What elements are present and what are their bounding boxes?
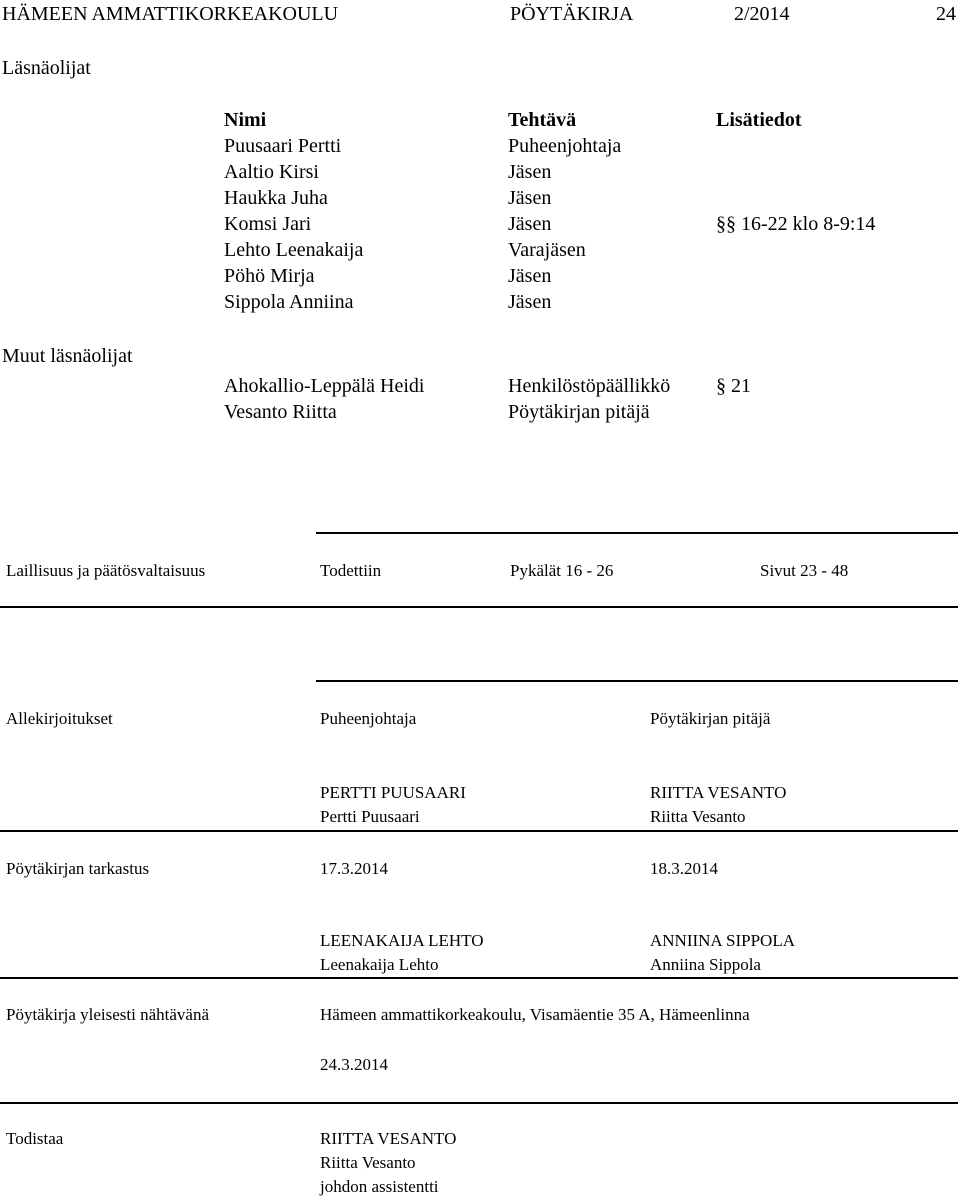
other-info: § 21 [716,375,751,397]
legality-sections: Pykälät 16 - 26 [510,561,614,580]
page-number: 24 [936,3,956,25]
chair-label: Puheenjohtaja [320,709,417,728]
attendee-role: Puheenjohtaja [508,135,622,157]
attendee-name: Aaltio Kirsi [224,161,319,183]
legality-label: Laillisuus ja päätösvaltaisuus [6,561,206,580]
review-date-1: 17.3.2014 [320,859,388,878]
attendee-role: Jäsen [508,265,552,287]
attestation-label: Todistaa [6,1129,64,1148]
other-role: Pöytäkirjan pitäjä [508,401,650,423]
divider-rule [316,680,958,682]
column-header-name: Nimi [224,109,267,131]
document-number: 2/2014 [734,3,790,25]
signatures-label: Allekirjoitukset [6,709,113,728]
other-role: Henkilöstöpäällikkö [508,375,671,397]
attendee-name: Lehto Leenakaija [224,239,364,261]
attendee-name: Sippola Anniina [224,291,354,313]
divider-rule [0,830,958,832]
attendee-name: Haukka Juha [224,187,328,209]
attendee-name: Pöhö Mirja [224,265,315,287]
organization-name: HÄMEEN AMMATTIKORKEAKOULU [2,3,339,25]
attendee-role: Jäsen [508,291,552,313]
legality-pages: Sivut 23 - 48 [760,561,849,580]
review-label: Pöytäkirjan tarkastus [6,859,150,878]
public-display-label: Pöytäkirja yleisesti nähtävänä [6,1005,209,1024]
public-display-location: Hämeen ammattikorkeakoulu, Visamäentie 35 A, Hämeenlinna [320,1005,750,1024]
attendee-role: Jäsen [508,187,552,209]
public-display-date: 24.3.2014 [320,1055,388,1074]
attendees-section-label: Läsnäolijat [2,57,91,79]
attendee-role: Jäsen [508,161,552,183]
divider-rule [0,1102,958,1104]
attendee-role: Jäsen [508,213,552,235]
attendee-name: Puusaari Pertti [224,135,342,157]
secretary-label: Pöytäkirjan pitäjä [650,709,771,728]
attestation-title: johdon assistentti [320,1177,439,1196]
divider-rule [0,977,958,979]
column-header-role: Tehtävä [508,109,577,131]
column-header-info: Lisätiedot [716,109,802,131]
divider-rule [316,532,958,534]
others-section-label: Muut läsnäolijat [2,345,133,367]
secretary-signature-caps: RIITTA VESANTO [650,783,787,802]
attendee-info: §§ 16-22 klo 8-9:14 [716,213,876,235]
divider-rule [0,606,958,608]
reviewer-2-signature-caps: ANNIINA SIPPOLA [650,931,795,950]
secretary-signature-name: Riitta Vesanto [650,807,746,826]
reviewer-1-signature-caps: LEENAKAIJA LEHTO [320,931,484,950]
attestation-signature-name: Riitta Vesanto [320,1153,416,1172]
chair-signature-name: Pertti Puusaari [320,807,420,826]
attestation-signature-caps: RIITTA VESANTO [320,1129,457,1148]
review-date-2: 18.3.2014 [650,859,718,878]
reviewer-1-signature-name: Leenakaija Lehto [320,955,439,974]
other-name: Ahokallio-Leppälä Heidi [224,375,425,397]
attendee-role: Varajäsen [508,239,586,261]
legality-value: Todettiin [320,561,382,580]
chair-signature-caps: PERTTI PUUSAARI [320,783,466,802]
attendee-name: Komsi Jari [224,213,312,235]
document-type: PÖYTÄKIRJA [510,3,634,25]
other-name: Vesanto Riitta [224,401,337,423]
reviewer-2-signature-name: Anniina Sippola [650,955,761,974]
